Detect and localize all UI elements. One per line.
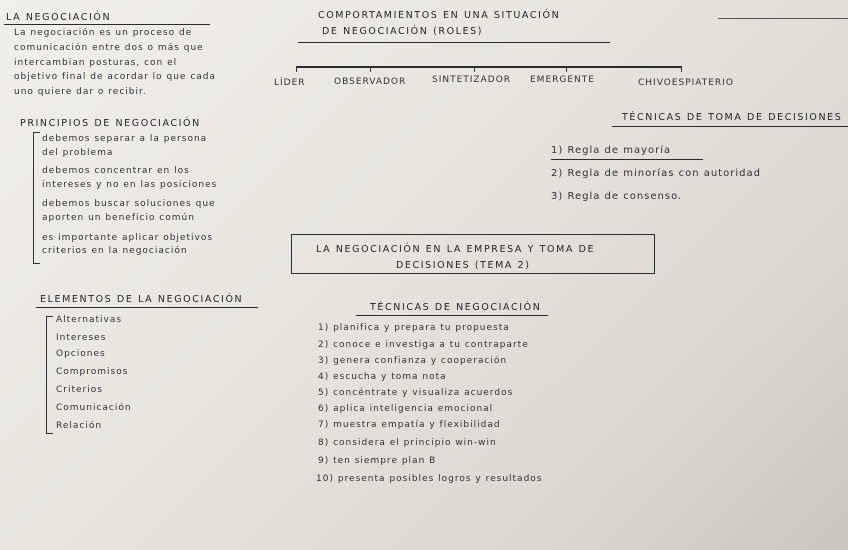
principios-bracket [33,132,40,264]
elemento-4: Compromisos [56,367,129,377]
negociacion-title: LA NEGOCIACIÓN [6,12,112,23]
negociacion-line-2: comunicación entre dos o más que [14,43,204,53]
role-emergente: EMERGENTE [530,75,595,85]
tecnicas-negociacion-underline [356,315,548,316]
tecnica-item-3: 3) genera confianza y cooperación [318,356,508,366]
tecnica-item-1: 1) planifica y prepara tu propuesta [318,323,510,333]
tecnica-item-7: 7) muestra empatía y flexibilidad [318,420,501,430]
elementos-bracket [46,316,53,434]
tecnica-item-10: 10) presenta posibles logros y resultados [316,474,543,484]
role-chivoespiatorio: CHIVOESPIATERIO [638,78,734,88]
principios-line-7: es importante aplicar objetivos [42,233,214,243]
elemento-3: Opciones [56,349,106,359]
elemento-2: Intereses [56,333,107,343]
elementos-title: ELEMENTOS DE LA NEGOCIACIÓN [40,294,244,305]
role-observador: OBSERVADOR [334,77,407,87]
roles-bracket-line [296,66,682,68]
elemento-5: Criterios [56,385,103,395]
principios-line-2: del problema [42,148,114,158]
role-sintetizador: SINTETIZADOR [432,75,512,85]
elemento-1: Alternativas [56,315,123,325]
central-topic-line-1: LA NEGOCIACIÓN EN LA EMPRESA Y TOMA DE [316,244,596,255]
principios-line-5: debemos buscar soluciones que [42,199,216,209]
role-lider: LÍDER [274,78,306,88]
principios-title: PRINCIPIOS DE NEGOCIACIÓN [20,118,201,129]
comportamientos-title-1: COMPORTAMIENTOS EN UNA SITUACIÓN [318,10,561,21]
tecnica-item-5: 5) concéntrate y visualiza acuerdos [318,388,514,398]
decision-item-1: 1) Regla de mayoría [551,145,672,156]
negociacion-line-3: intercambian posturas, con el [14,58,178,68]
negociacion-line-1: La negociación es un proceso de [14,28,193,38]
tecnicas-decision-title: TÉCNICAS DE TOMA DE DECISIONES [622,112,843,123]
decision-item-3: 3) Regla de consenso. [551,191,683,202]
tecnica-item-4: 4) escucha y toma nota [318,372,447,382]
principios-line-3: debemos concentrar en los [42,166,190,176]
tecnica-item-2: 2) conoce e investiga a tu contraparte [318,340,529,350]
tecnicas-decision-underline [612,126,848,127]
roles-tick [296,66,297,72]
tecnica-item-9: 9) ten siempre plan B [318,456,437,466]
right-edge-line [718,18,848,19]
central-topic-line-2: DECISIONES (TEMA 2) [396,260,531,271]
roles-tick [566,66,567,72]
elemento-6: Comunicación [56,403,132,413]
roles-tick [474,66,475,72]
tecnicas-negociacion-title: TÉCNICAS DE NEGOCIACIÓN [370,302,542,313]
tecnica-item-8: 8) considera el principio win-win [318,438,497,448]
negociacion-line-4: objetivo final de acordar lo que cada [14,72,217,82]
negociacion-title-underline [4,24,210,25]
negociacion-line-5: uno quiere dar o recibir. [14,87,147,97]
principios-line-8: criterios en la negociación [42,246,188,256]
roles-tick [681,66,682,72]
central-topic-box [291,234,655,274]
comportamientos-title-2: DE NEGOCIACIÓN (ROLES) [322,26,484,37]
principios-line-1: debemos separar a la persona [42,134,208,144]
tecnica-item-6: 6) aplica inteligencia emocional [318,404,494,414]
principios-line-4: intereses y no en las posiciones [42,180,218,190]
elementos-underline [36,307,258,308]
comportamientos-underline [298,42,610,43]
elemento-7: Relación [56,421,103,431]
decision-item-1-underline [551,159,703,160]
decision-item-2: 2) Regla de minorías con autoridad [551,168,761,179]
principios-line-6: aporten un beneficio común [42,213,195,223]
roles-tick [370,66,371,72]
